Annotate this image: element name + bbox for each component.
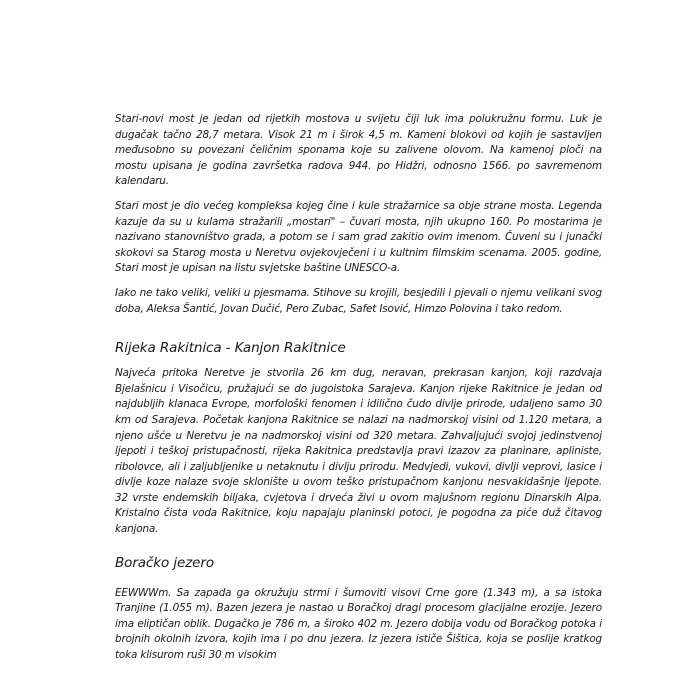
paragraph-boracko-jezero: EEWWWm. Sa zapada ga okružuju strmi i šumoviti visovi Crne gore (1.343 m), a sa istoka Tranjine (1.055 m). Bazen jezera je nastao u Boračkoj dragi procesom glacijalne erozije. Jezero ima eliptičan oblik. Dugačko je 786 m, a široko 402 m. Jezero dobija vodu od Boračkog potoka i brojnih okolnih izvora, kojih ima i po dnu jezera. Iz jezera ističe Šištica, koja se poslije kratkog toka klisurom ruši 30 m visokim xyxy=(115,586,602,662)
document-page xyxy=(115,112,602,673)
paragraph-most-poetry: Iako ne tako veliki, veliki u pjesmama. Stihove su krojili, besjedili i pjevali o njemu velikani svog doba, Aleksa Šantić, Jovan Dučić, Pero Zubac, Safet Isović, Himzo Polovina i tako redom. xyxy=(115,286,602,315)
section-rakitnica xyxy=(115,339,602,538)
section-heading-boracko-jezero: Boračko jezero xyxy=(115,554,214,571)
section-heading-rakitnica: Rijeka Rakitnica - Kanjon Rakitnice xyxy=(115,340,346,357)
paragraph-most-history: Stari most je dio većeg kompleksa kojeg čine i kule stražarnice sa obje strane mosta. Legenda kazuje da su u kulama stražarili „mostari" – čuvari mosta, njih ukupno 160. Po mostarima je nazivano stanovništvo grada, a potom se i sam grad zakitio ovim imenom. Čuveni su i junački skokovi sa Starog mosta u Neretvu ovjekovječeni i u kultnim filmskim scenama. 2005. godine, Stari most je upisan na listu svjetske baštine UNESCO-a. xyxy=(115,199,602,275)
section-stari-most xyxy=(115,112,602,317)
paragraph-rakitnica: Najveća pritoka Neretve je stvorila 26 km dug, neravan, prekrasan kanjon, koji razdvaja Bjelašnicu i Visočicu, pružajući se do jugoistoka Sarajeva. Kanjon rijeke Rakitnice je jedan od najdubljih klanaca Evrope, morfološki fenomen i idilično čudo divlje prirode, udaljeno samo 30 km od Sarajeva. Početak kanjona Rakitnice se nalazi na nadmorskoj visini od 1.120 metara, a njeno ušće u Neretvu je na nadmorskoj visini od 320 metara. Zahvaljujući svojoj jedinstvenoj ljepoti i teškoj pristupačnosti, rijeka Rakitnica predstavlja pravi izazov za planinare, apliniste, ribolovce, ali i zaljubljenike u netaknutu i divlju prirodu. Medvjedi, vukovi, divlji veprovi, lasice i divlje koze nalaze svoje sklonište u ovom teško pristupačnom kanjonu nesvakidašnje ljepote. 32 vrste endemskih biljaka, cvjetova i drveća živi u ovom majušnom regionu Dinarskih Alpa. Kristalno čista voda Rakitnice, koju napajaju planinski potoci, je pogodna za piće duž čitavog kanjona. xyxy=(115,367,602,536)
paragraph-most-description: Stari-novi most je jedan od rijetkih mostova u svijetu čiji luk ima polukružnu formu. Luk je dugačak tačno 28,7 metara. Visok 21 m i širok 4,5 m. Kameni blokovi od kojih je sastavljen međusobno su povezani čeličnim sponama koje su zalivene olovom. Na kamenoj ploči na mostu upisana je godina završetka radova 944. po Hidžri, odnosno 1566. po savremenom kalendaru. xyxy=(115,113,602,188)
section-boracko-jezero xyxy=(115,554,602,664)
